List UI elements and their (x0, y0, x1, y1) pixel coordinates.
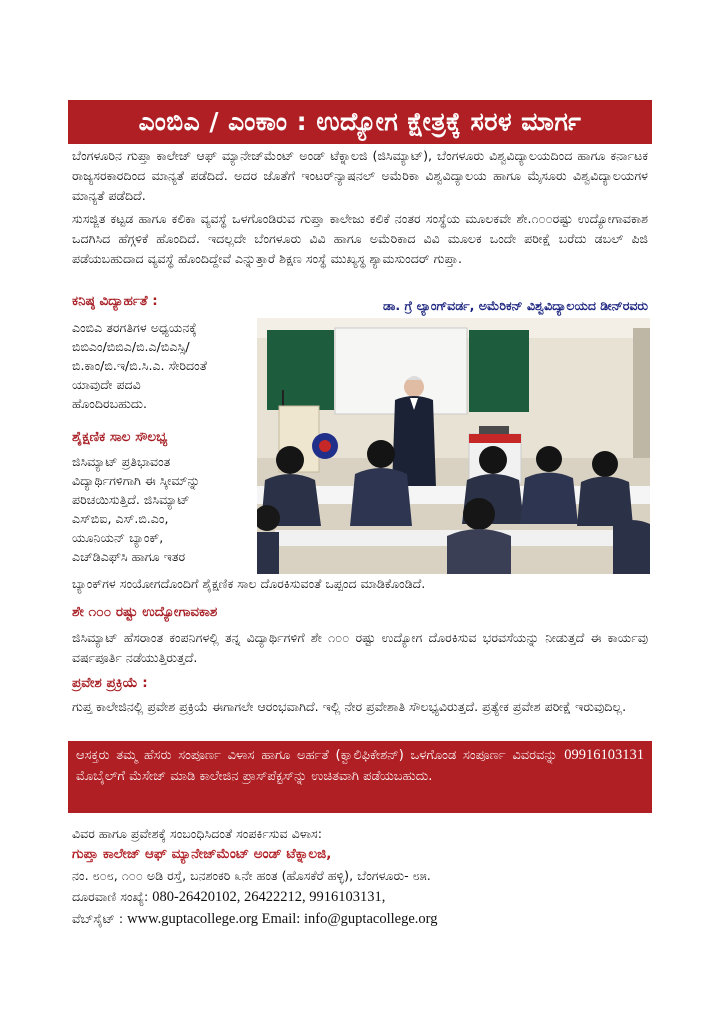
eligibility-line: ಹೊಂದಿರಬಹುದು. (72, 396, 148, 411)
website-link[interactable]: www.guptacollege.org (127, 911, 259, 927)
eligibility-line: ಬಿ.ಕಾಂ/ಬಿ.ಇ/ಬಿ.ಸಿ.ಎ. ಸೇರಿದಂತೆ (72, 358, 207, 373)
cta-text-before: ಆಸಕ್ತರು ತಮ್ಮ ಹೆಸರು ಸಂಪೂರ್ಣ ವಿಳಾಸ ಹಾಗೂ ಅರ್ಹತೆ (ಕ್ವಾಲಿಫಿಕೇಶನ್) ಒಳಗೊಂಡ ಸಂಪೂರ್ಣ ವಿವರವನ್ನು (76, 748, 565, 763)
loan-line: ಎಸ್‌ಬಿಐ, ಎಸ್.ಬಿ.ಎಂ, (72, 511, 169, 526)
loan-heading: ಶೈಕ್ಷಣಿಕ ಸಾಲ ಸೌಲಭ್ಯ (72, 429, 168, 445)
contact-intro: ವಿವರ ಹಾಗೂ ಪ್ರವೇಶಕ್ಕೆ ಸಂಬಂಧಿಸಿದಂತೆ ಸಂಪರ್ಕಿಸುವ ವಿಳಾಸ: (72, 826, 322, 841)
email-link[interactable]: info@guptacollege.org (303, 911, 438, 927)
loan-line: ವಿದ್ಯಾರ್ಥಿಗಳಿಗಾಗಿ ಈ ಸ್ಕೀಮ್‌ನ್ನು (72, 473, 201, 488)
eligibility-line: ಯಾವುದೇ ಪದವಿ (72, 377, 141, 392)
intro-paragraph-2: ಸುಸಜ್ಜಿತ ಕಟ್ಟಡ ಹಾಗೂ ಕಲಿಕಾ ವ್ಯವಸ್ಥೆ ಒಳಗೊಂಡಿರುವ ಗುಪ್ತಾ ಕಾಲೇಜು ಕಲಿಕೆ ನಂತರ ಸಂಸ್ಥೆಯ ಮೂಲಕವೇ ಶೇ.೧೦೦ರಷ್ಟು ಉದ್ಯೋಗಾವಕಾಶ ಒದಗಿಸಿದ ಹೆಗ್ಗಳಿಕೆ ಹೊಂದಿದೆ. ಇದಲ್ಲದೇ ಬೆಂಗಳೂರು ವಿವಿ ಹಾಗೂ ಅಮೆರಿಕಾದ ವಿವಿ ಮೂಲಕ ಒಂದೇ ಪರೀಕ್ಷೆ ಬರೆದು ಡಬಲ್ ಪಿಜಿ ಪಡೆಯಬಹುದಾದ ವ್ಯವಸ್ಥೆ ಹೊಂದಿದ್ದೇವೆ ಎನ್ನುತ್ತಾರೆ ಶಿಕ್ಷಣ ಸಂಸ್ಥೆ ಮುಖ್ಯಸ್ಥ ಶ್ಯಾಮಸುಂದರ್ ಗುಪ್ತಾ. (72, 211, 648, 266)
loan-line: ಎಚ್‌ಡಿಎಫ್‌ಸಿ ಹಾಗೂ ಇತರ (72, 549, 186, 564)
eligibility-heading: ಕನಿಷ್ಠ ವಿದ್ಯಾರ್ಹತೆ : (72, 293, 158, 309)
college-name: ಗುಪ್ತಾ ಕಾಲೇಜ್ ಆಫ್ ಮ್ಯಾನೇಜ್‌ಮೆಂಟ್ ಅಂಡ್ ಟೆಕ್ನಾಲಜಿ, (72, 846, 332, 862)
classroom-photo (257, 318, 650, 574)
eligibility-text (72, 318, 257, 413)
jobs-heading: ಶೇ ೧೦೦ ರಷ್ಟು ಉದ್ಯೋಗಾವಕಾಶ (72, 604, 218, 620)
website-label: ವೆಬ್‌ಸೈಟ್ : (72, 911, 128, 926)
call-to-action-box (68, 741, 652, 813)
phone-label: ದೂರವಾಣಿ ಸಂಖ್ಯೆ: (72, 889, 153, 904)
eligibility-line: ಬಿಬಿಎಂ/ಬಿಬಿಎ/ಬಿ.ಎ/ಬಿಎಸ್ಸಿ/ (72, 339, 190, 354)
email-label: Email: (258, 911, 304, 927)
cta-phone: 09916103131 (564, 747, 644, 763)
intro-paragraph-1: ಬೆಂಗಳೂರಿನ ಗುಪ್ತಾ ಕಾಲೇಜ್ ಆಫ್ ಮ್ಯಾನೇಜ್‌ಮೆಂಟ್ ಅಂಡ್ ಟೆಕ್ನಾಲಜಿ (ಜಿಸಿಮ್ಯಾಟ್), ಬೆಂಗಳೂರು ವಿಶ್ವವಿದ್ಯಾಲಯದಿಂದ ಹಾಗೂ ಕರ್ನಾಟಕ ರಾಜ್ಯಸರಕಾರದಿಂದ ಮಾನ್ಯತೆ ಪಡೆದಿದೆ. ಅದರ ಜೊತೆಗೆ ಇಂಟರ್‌ನ್ಯಾಷನಲ್ ಅಮೆರಿಕಾ ವಿಶ್ವವಿದ್ಯಾಲಯ ಹಾಗೂ ಮೈಸೂರು ವಿಶ್ವವಿದ್ಯಾಲಯಗಳ ಮಾನ್ಯತೆ ಪಡೆದಿದೆ. (72, 148, 648, 203)
cta-text-after: ಮೊಬೈಲ್‌ಗೆ ಮೆಸೇಜ್ ಮಾಡಿ ಕಾಲೇಜಿನ ಪ್ರಾಸ್‌ಪೆಕ್ಟಸ್‌ನ್ನು ಉಚಿತವಾಗಿ ಪಡೆಯಬಹುದು. (76, 769, 433, 784)
jobs-text: ಜಿಸಿಮ್ಯಾಟ್ ಹೆಸರಾಂತ ಕಂಪನಿಗಳಲ್ಲಿ ತನ್ನ ವಿದ್ಯಾರ್ಥಿಗಳಿಗೆ ಶೇ ೧೦೦ ರಷ್ಟು ಉದ್ಯೋಗ ದೊರಕಿಸುವ ಭರವಸೆಯನ್ನು ನೀಡುತ್ತದೆ ಈ ಕಾರ್ಯವು ವರ್ಷಪೂರ್ತಿ ನಡೆಯುತ್ತಿರುತ್ತದೆ. (72, 630, 648, 665)
caption-line: ಡಾ. ಗ್ರೆ ಲ್ಯಾಂಗ್‌ವರ್ಡ, ಅಮೆರಿಕನ್ ವಿಶ್ವವಿದ್ಯಾಲಯದ ಡೀನ್‌ರವರು (382, 298, 648, 313)
admission-text: ಗುಪ್ತ ಕಾಲೇಜಿನಲ್ಲಿ ಪ್ರವೇಶ ಪ್ರಕ್ರಿಯೆ ಈಗಾಗಲೇ ಆರಂಭವಾಗಿದೆ. ಇಲ್ಲಿ ನೇರ ಪ್ರವೇಶಾತಿ ಸೌಲಭ್ಯವಿರುತ್ತದೆ. ಪ್ರತ್ಯೇಕ ಪ್ರವೇಶ ಪರೀಕ್ಷೆ ಇರುವುದಿಲ್ಲ. (72, 699, 627, 714)
admission-heading: ಪ್ರವೇಶ ಪ್ರಕ್ರಿಯೆ : (72, 675, 148, 691)
loan-line: ಪರಿಚಯಿಸುತ್ತಿದೆ. ಜಿಸಿಮ್ಯಾಟ್ (72, 492, 190, 507)
loan-text (72, 452, 257, 566)
page-title: ಎಂಬಿಎ / ಎಂಕಾಂ : ಉದ್ಯೋಗ ಕ್ಷೇತ್ರಕ್ಕೆ ಸರಳ ಮಾರ್ಗ (68, 100, 652, 144)
loan-full-line: ಬ್ಯಾಂಕ್‌ಗಳ ಸಂಯೋಗದೊಂದಿಗೆ ಶೈಕ್ಷಣಿಕ ಸಾಲ ದೊರಕಿಸುವಂತೆ ಒಪ್ಪಂದ ಮಾಡಿಕೊಂಡಿದೆ. (72, 576, 426, 591)
phone-numbers: 080-26420102, 26422212, 9916103131, (152, 889, 386, 905)
college-address: ನಂ. ೮೦೮, ೧೦೦ ಅಡಿ ರಸ್ತೆ, ಬನಶಂಕರಿ ೩ನೇ ಹಂತ (ಹೊಸಕೆರೆ ಹಳ್ಳಿ), ಬೆಂಗಳೂರು- ೮೫. (72, 868, 431, 883)
loan-line: ಜಿಸಿಮ್ಯಾಟ್ ಪ್ರತಿಭಾವಂತ (72, 454, 171, 469)
contact-block (72, 823, 652, 930)
eligibility-line: ಎಂಬಿಎ ತರಗತಿಗಳ ಅಧ್ಯಯನಕ್ಕೆ (72, 320, 197, 335)
loan-line: ಯೂನಿಯನ್ ಬ್ಯಾಂಕ್, (72, 530, 164, 545)
